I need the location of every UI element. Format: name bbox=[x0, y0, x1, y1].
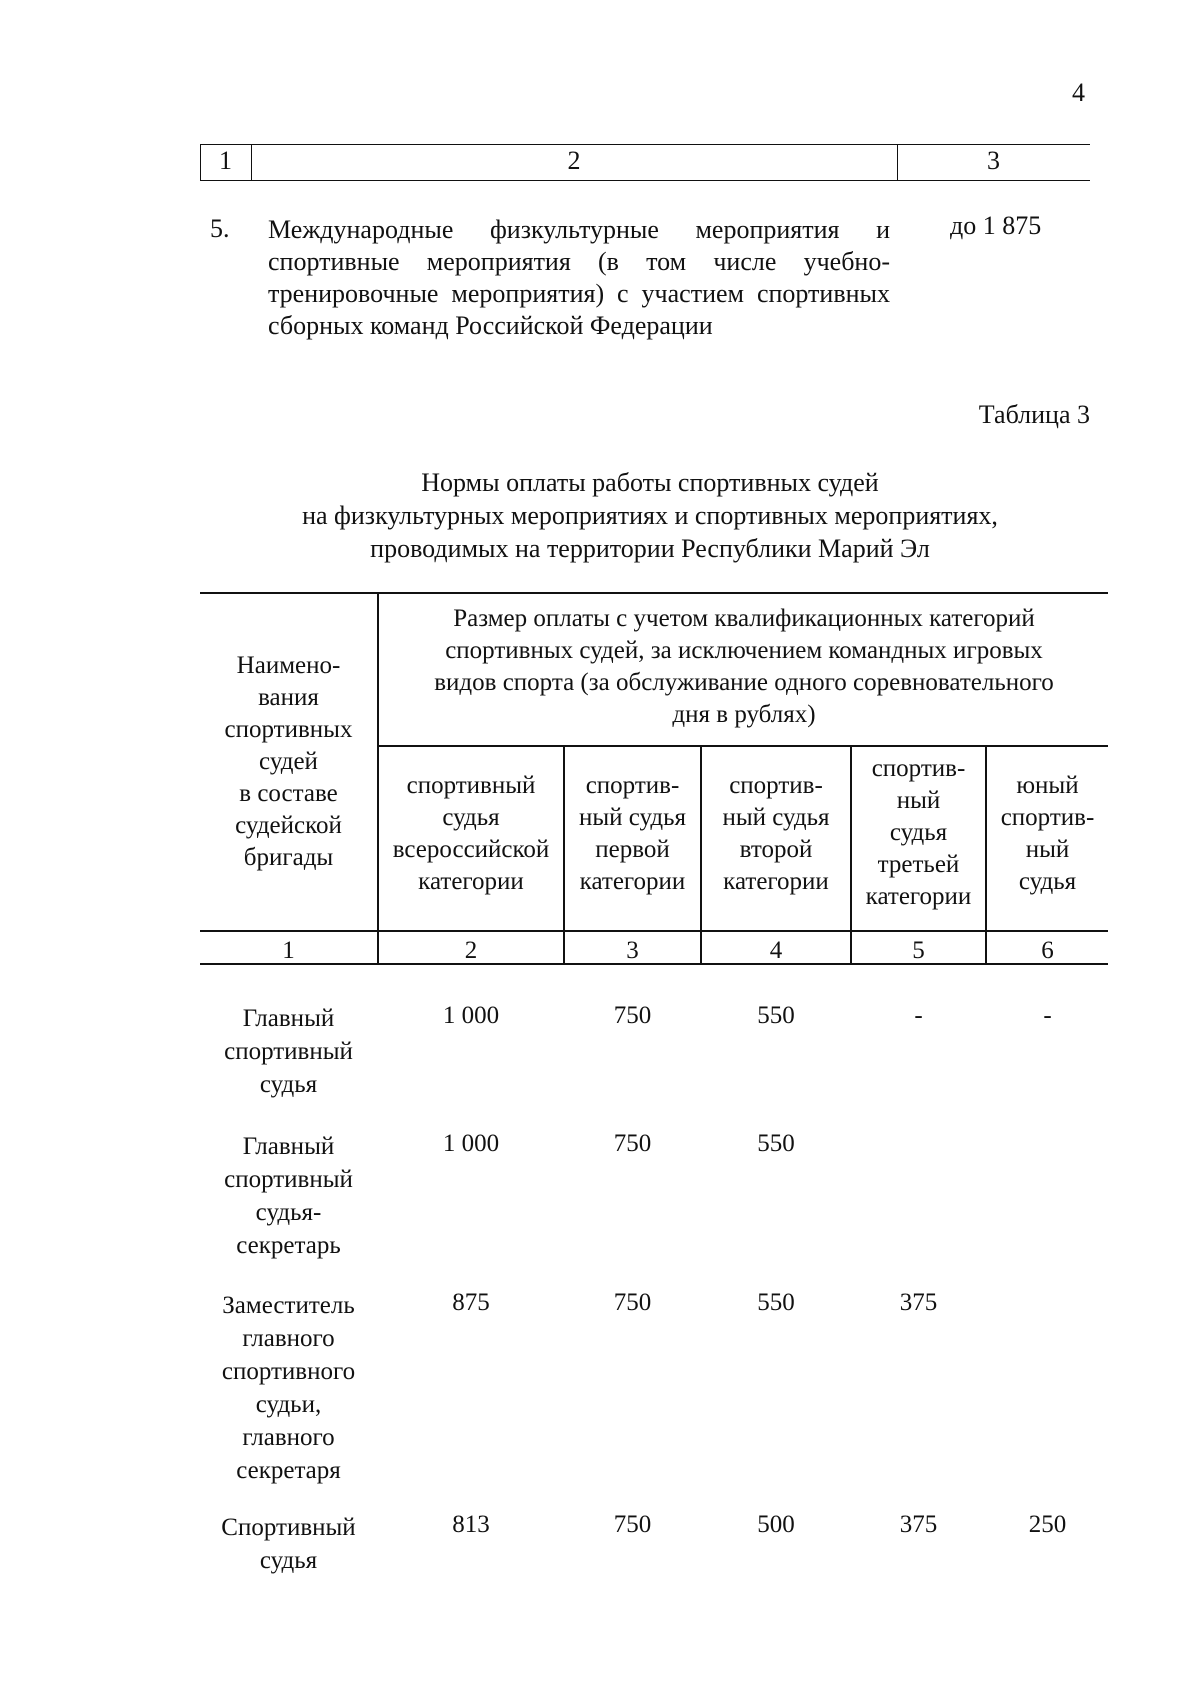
row-value: 1 000 bbox=[442, 1130, 500, 1157]
row5-number: 5. bbox=[210, 214, 230, 243]
row-name-line: спортивный bbox=[224, 1166, 353, 1193]
header-col-1 bbox=[200, 650, 377, 874]
col-number: 3 bbox=[626, 937, 639, 964]
header-sub-line: судья bbox=[1018, 868, 1077, 895]
row-value: 500 bbox=[757, 1511, 795, 1538]
row-value: 1 000 bbox=[442, 1002, 500, 1029]
row-value: 750 bbox=[613, 1289, 652, 1316]
title-line-1: Нормы оплаты работы спортивных судей bbox=[421, 468, 879, 497]
table-title bbox=[200, 466, 1100, 565]
row-value: 550 bbox=[757, 1289, 795, 1316]
header-sub-line: спортив- bbox=[1000, 804, 1095, 831]
row5-value: до 1 875 bbox=[950, 211, 1042, 240]
col-number: 6 bbox=[1041, 937, 1054, 964]
row-name-line: спортивного bbox=[221, 1358, 356, 1385]
row-value: 750 bbox=[613, 1002, 652, 1029]
header-sub-2 bbox=[379, 770, 563, 898]
header-sub-line: ный судья bbox=[722, 804, 830, 831]
header-sub-line: второй bbox=[739, 836, 813, 863]
header-sub-line: ный судья bbox=[578, 804, 687, 831]
row-name-line: главного bbox=[242, 1325, 335, 1352]
table-label: Таблица 3 bbox=[978, 400, 1090, 429]
header-col-1-line: в составе bbox=[239, 780, 338, 807]
header-sub-6 bbox=[987, 770, 1108, 898]
col-number: 4 bbox=[769, 937, 783, 964]
row-value: 550 bbox=[757, 1130, 795, 1157]
row-value: - bbox=[1043, 1002, 1052, 1029]
row-name-line: Главный bbox=[242, 1133, 335, 1160]
header-span bbox=[380, 603, 1108, 731]
header-sub-line: спортив- bbox=[585, 772, 680, 799]
row-value: 550 bbox=[757, 1002, 795, 1029]
row-name bbox=[200, 1002, 377, 1101]
col-number: 1 bbox=[282, 937, 295, 964]
prev-col-1: 1 bbox=[219, 146, 232, 175]
header-sub-line: ный bbox=[1025, 836, 1070, 863]
header-sub-line: судья bbox=[889, 819, 948, 846]
prev-col-3: 3 bbox=[987, 146, 1000, 175]
row-value: 375 bbox=[899, 1511, 938, 1538]
row-name-line: судья bbox=[259, 1547, 318, 1574]
row-value: 750 bbox=[613, 1511, 652, 1538]
row-value: - bbox=[914, 1002, 923, 1029]
header-sub-line: категории bbox=[723, 868, 829, 895]
row-value: 750 bbox=[613, 1130, 652, 1157]
header-sub-5 bbox=[852, 753, 985, 913]
header-sub-line: третьей bbox=[877, 851, 960, 878]
row-name bbox=[200, 1289, 377, 1487]
header-sub-3 bbox=[565, 770, 700, 898]
header-sub-line: категории bbox=[418, 868, 524, 895]
row-name-line: судья- bbox=[255, 1199, 322, 1226]
row-name-line: спортивный bbox=[224, 1038, 353, 1065]
header-sub-line: ный bbox=[896, 787, 941, 814]
header-span-line: дня в рублях) bbox=[672, 701, 816, 728]
row-value: 375 bbox=[899, 1289, 938, 1316]
header-col-1-line: судей bbox=[259, 748, 318, 775]
row-name bbox=[200, 1511, 377, 1577]
row-name-line: судья bbox=[259, 1071, 318, 1098]
header-sub-line: спортив- bbox=[871, 755, 966, 782]
title-line-2: на физкультурных мероприятиях и спортивных мероприятиях, bbox=[302, 501, 998, 530]
header-span-line: спортивных судей, за исключением командных игровых bbox=[445, 637, 1043, 664]
header-span-line: видов спорта (за обслуживание одного соревновательного bbox=[434, 669, 1054, 696]
row-value: 875 bbox=[452, 1289, 490, 1316]
page-number: 4 bbox=[1072, 78, 1085, 107]
title-line-3: проводимых на территории Республики Марий Эл bbox=[370, 534, 930, 563]
prev-col-2: 2 bbox=[567, 146, 581, 175]
header-sub-line: спортив- bbox=[729, 772, 823, 799]
row-name-line: секретарь bbox=[236, 1232, 341, 1259]
header-sub-4 bbox=[702, 770, 850, 898]
row-name bbox=[200, 1130, 377, 1262]
col-number: 2 bbox=[464, 937, 478, 964]
row-value: 813 bbox=[452, 1511, 490, 1538]
header-col-1-line: бригады bbox=[243, 844, 334, 871]
row-name-line: Заместитель bbox=[222, 1292, 355, 1319]
row-name-line: главного bbox=[242, 1424, 335, 1451]
header-sub-line: судья bbox=[442, 804, 500, 831]
header-sub-line: первой bbox=[595, 836, 670, 863]
row-name-line: Спортивный bbox=[221, 1514, 356, 1541]
row-value: 250 bbox=[1028, 1511, 1067, 1538]
row-name-line: секретаря bbox=[236, 1457, 341, 1484]
header-sub-line: всероссийской bbox=[392, 836, 550, 863]
header-col-1-line: судейской bbox=[235, 812, 342, 839]
header-sub-line: категории bbox=[579, 868, 686, 895]
header-col-1-line: вания bbox=[258, 684, 319, 711]
col-number: 5 bbox=[912, 937, 925, 964]
header-span-line: Размер оплаты с учетом квалификационных категорий bbox=[453, 605, 1035, 632]
row5-text: Международные физкультурные мероприятия и спортивные мероприятия (в том числе учебно-тренировочные мероприятия) с участием спортивных сборных команд Российской Федерации bbox=[268, 215, 890, 340]
header-sub-line: категории bbox=[865, 883, 972, 910]
header-col-1-line: Наимено- bbox=[236, 652, 341, 679]
row-name-line: Главный bbox=[242, 1005, 335, 1032]
header-col-1-line: спортивных bbox=[224, 716, 353, 743]
header-sub-line: юный bbox=[1016, 772, 1079, 799]
row-name-line: судьи, bbox=[255, 1391, 322, 1418]
header-sub-line: спортивный bbox=[406, 772, 536, 799]
